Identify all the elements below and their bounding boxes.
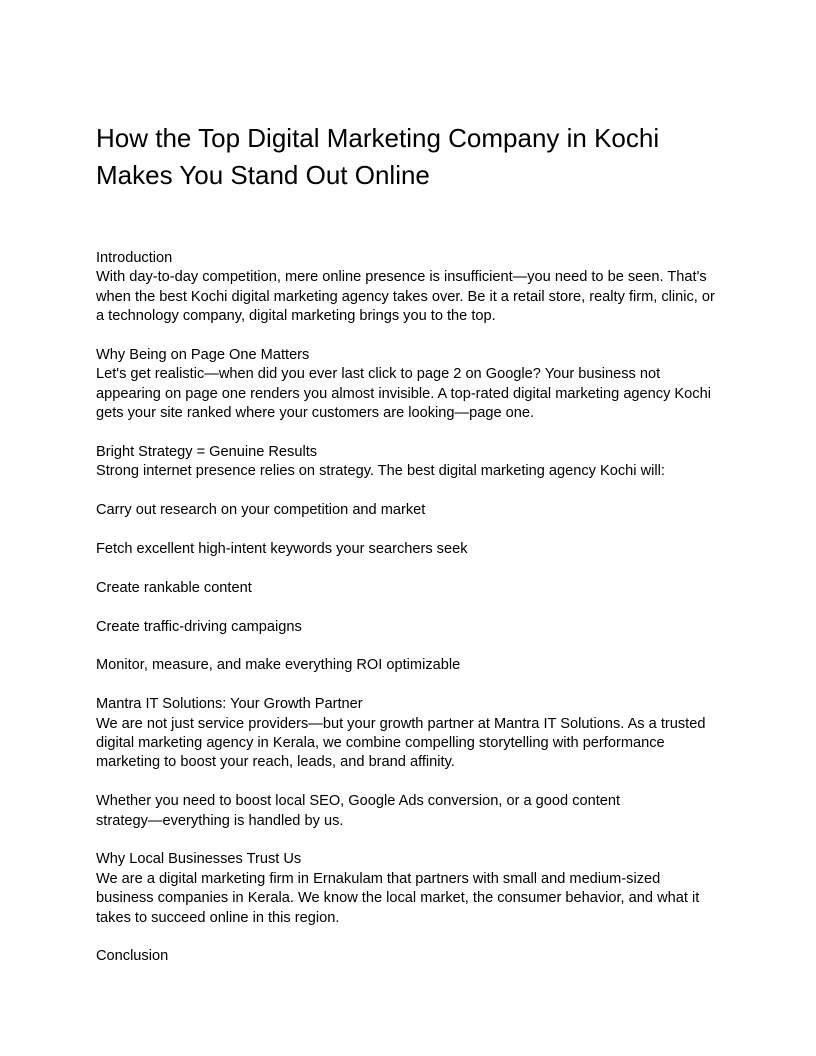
document-page — [96, 120, 726, 986]
strategy-item — [96, 540, 726, 559]
paragraph-line: Strong internet presence relies on strategy. The best digital marketing agency Kochi will: — [96, 463, 665, 480]
paragraph-line: appearing on page one renders you almost invisible. A top-rated digital marketing agency Kochi — [96, 385, 711, 402]
strategy-item — [96, 618, 726, 637]
strategy-item — [96, 501, 726, 520]
list-item: Carry out research on your competition and market — [96, 502, 426, 519]
title-line: Makes You Stand Out Online — [96, 160, 430, 190]
paragraph-line: takes to succeed online in this region. — [96, 909, 340, 926]
strategy-item — [96, 579, 726, 598]
list-item: Create rankable content — [96, 579, 252, 596]
paragraph-line: a technology company, digital marketing brings you to the top. — [96, 308, 496, 325]
paragraph-line: With day-to-day competition, mere online presence is insufficient—you need to be seen. That's — [96, 269, 707, 286]
section-heading: Mantra IT Solutions: Your Growth Partner — [96, 696, 363, 713]
paragraph-line: business companies in Kerala. We know the local market, the consumer behavior, and what it — [96, 890, 700, 907]
paragraph-line: We are not just service providers—but your growth partner at Mantra IT Solutions. As a trusted — [96, 715, 706, 732]
title-line: How the Top Digital Marketing Company in Kochi — [96, 123, 660, 153]
strategy-item — [96, 656, 726, 675]
paragraph-line: marketing to boost your reach, leads, and brand affinity. — [96, 754, 455, 771]
section-heading: Introduction — [96, 250, 173, 266]
section-heading: Bright Strategy = Genuine Results — [96, 444, 318, 461]
paragraph-line: Let's get realistic—when did you ever last click to page 2 on Google? Your business not — [96, 366, 661, 383]
section-heading: Why Local Businesses Trust Us — [96, 851, 302, 868]
paragraph-line: strategy—everything is handled by us. — [96, 812, 344, 829]
section-heading: Conclusion — [96, 948, 169, 965]
paragraph-whether — [96, 792, 726, 831]
paragraph-line: Whether you need to boost local SEO, Google Ads conversion, or a good content — [96, 793, 621, 810]
section-conclusion — [96, 947, 726, 966]
list-item: Create traffic-driving campaigns — [96, 618, 302, 635]
paragraph-line: We are a digital marketing firm in Ernakulam that partners with small and medium-sized — [96, 870, 661, 887]
document-title — [96, 120, 726, 194]
section-local-businesses — [96, 850, 726, 928]
paragraph-line: digital marketing agency in Kerala, we combine compelling storytelling with performance — [96, 735, 665, 752]
section-mantra — [96, 695, 726, 773]
section-strategy — [96, 443, 726, 482]
section-heading: Why Being on Page One Matters — [96, 347, 310, 364]
document-body — [96, 249, 726, 967]
section-introduction — [96, 249, 726, 327]
section-page-one — [96, 346, 726, 424]
list-item: Monitor, measure, and make everything ROI optimizable — [96, 657, 461, 674]
paragraph-line: when the best Kochi digital marketing agency takes over. Be it a retail store, realty firm, clinic, or — [96, 288, 715, 305]
list-item: Fetch excellent high-intent keywords your searchers seek — [96, 541, 468, 558]
paragraph-line: gets your site ranked where your customers are looking—page one. — [96, 405, 535, 422]
